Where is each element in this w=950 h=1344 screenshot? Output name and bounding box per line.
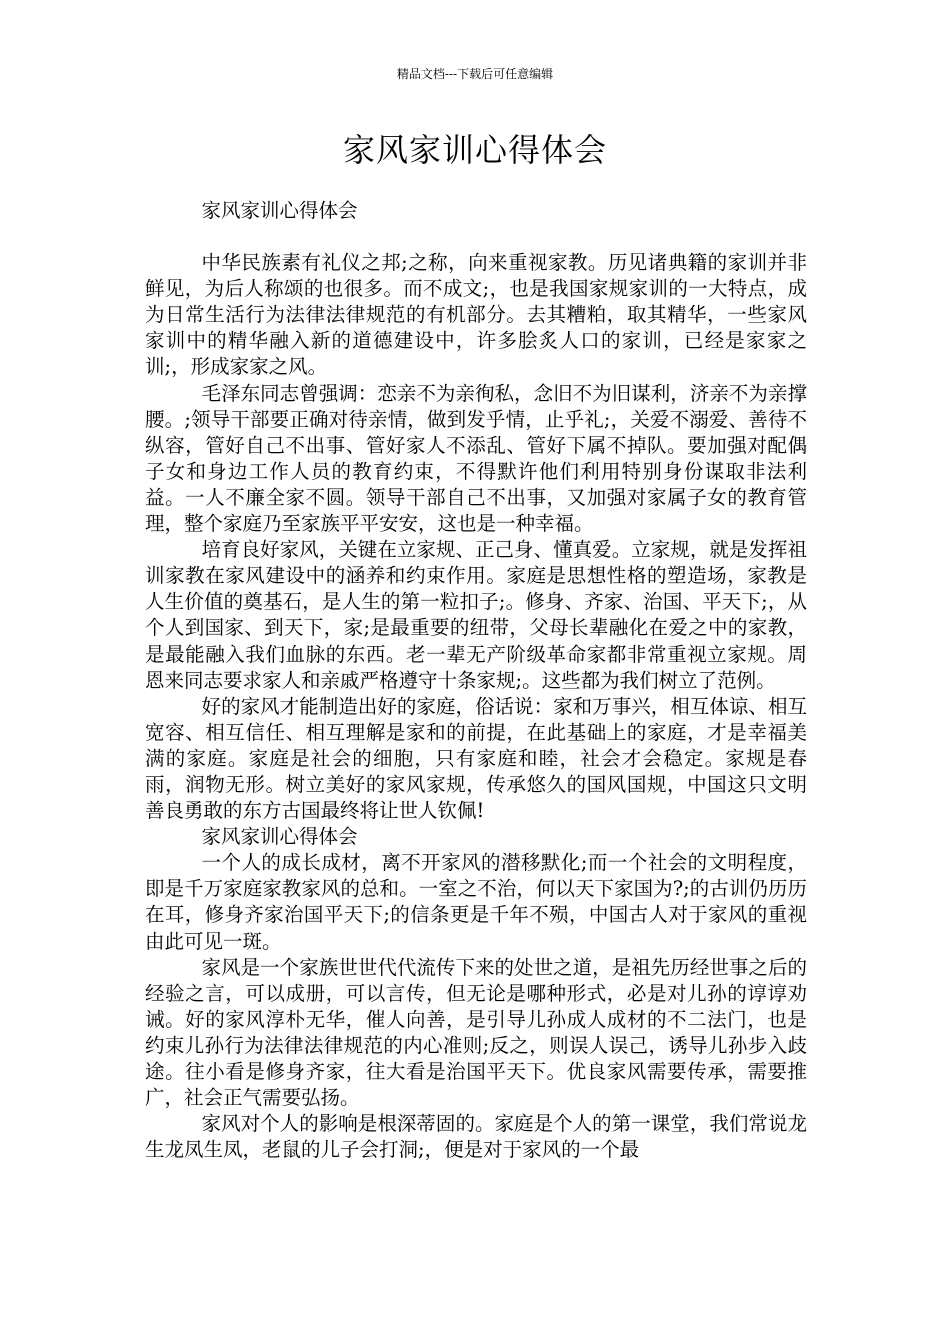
document-body — [145, 198, 807, 1163]
header-note: 精品文档---下载后可任意编辑 — [396, 67, 554, 81]
paragraph: 家风是一个家族世世代代流传下来的处世之道，是祖先历经世事之后的经验之言，可以成册，可以言传，但无论是哪种形式，必是对儿孙的谆谆劝诫。好的家风淳朴无华，催人向善，是引导儿孙成人成材的不二法门，也是约束儿孙行为法律法律规范的内心准则;反之，则误人误己，诱导儿孙步入歧途。往小看是修身齐家，往大看是治国平天下。优良家风需要传承，需要推广，社会正气需要弘扬。 — [145, 955, 807, 1110]
paragraph: 培育良好家风，关键在立家规、正己身、懂真爱。立家规，就是发挥祖训家教在家风建设中的涵养和约束作用。家庭是思想性格的塑造场，家教是人生价值的奠基石，是人生的第一粒扣子;。修身、齐家、治国、平天下;，从个人到国家、到天下，家;是最重要的纽带，父母长辈融化在爱之中的家教，是最能融入我们血脉的东西。老一辈无产阶级革命家都非常重视立家规。周恩来同志要求家人和亲戚严格遵守十条家规;。这些都为我们树立了范例。 — [145, 538, 807, 692]
paragraph: 中华民族素有礼仪之邦;之称，向来重视家教。历见诸典籍的家训并非鲜见，为后人称颂的也很多。而不成文;，也是我国家规家训的一大特点，成为日常生活行为法律法律规范的有机部分。去其糟粕，取其精华，一些家风家训中的精华融入新的道德建设中，许多脍炙人口的家训，已经是家家之训;，形成家家之风。 — [145, 251, 807, 379]
section-subtitle: 家风家训心得体会 — [201, 825, 358, 849]
section-subtitle: 家风家训心得体会 — [201, 199, 358, 222]
paragraph: 毛泽东同志曾强调：恋亲不为亲徇私，念旧不为旧谋利，济亲不为亲撑腰。;领导干部要正确对待亲情，做到发乎情，止乎礼;，关爱不溺爱、善待不纵容，管好自己不出事、管好家人不添乱、管好下属不掉队。要加强对配偶子女和身边工作人员的教育约束，不得默许他们利用特别身份谋取非法利益。一人不廉全家不圆。领导干部自己不出事，又加强对家属子女的教育管理，整个家庭乃至家族平平安安，这也是一种幸福。 — [145, 381, 807, 536]
paragraph: 一个人的成长成材，离不开家风的潜移默化;而一个社会的文明程度，即是千万家庭家教家风的总和。一室之不治，何以天下家国为?;的古训仍历历在耳，修身齐家治国平天下;的信条更是千年不殒，中国古人对于家风的重视由此可见一斑。 — [145, 851, 807, 953]
paragraph: 好的家风才能制造出好的家庭，俗话说：家和万事兴，相互体谅、相互宽容、相互信任、相互理解是家和的前提，在此基础上的家庭，才是幸福美满的家庭。家庭是社会的细胞，只有家庭和睦，社会才会稳定。家规是春雨，润物无形。树立美好的家风家规，传承悠久的国风国规，中国这只文明善良勇敢的东方古国最终将让世人钦佩! — [145, 694, 807, 823]
paragraph: 家风对个人的影响是根深蒂固的。家庭是个人的第一课堂，我们常说龙生龙凤生凤，老鼠的儿子会打洞;，便是对于家风的一个最 — [145, 1112, 807, 1162]
document-title: 家风家训心得体会 — [342, 131, 607, 169]
